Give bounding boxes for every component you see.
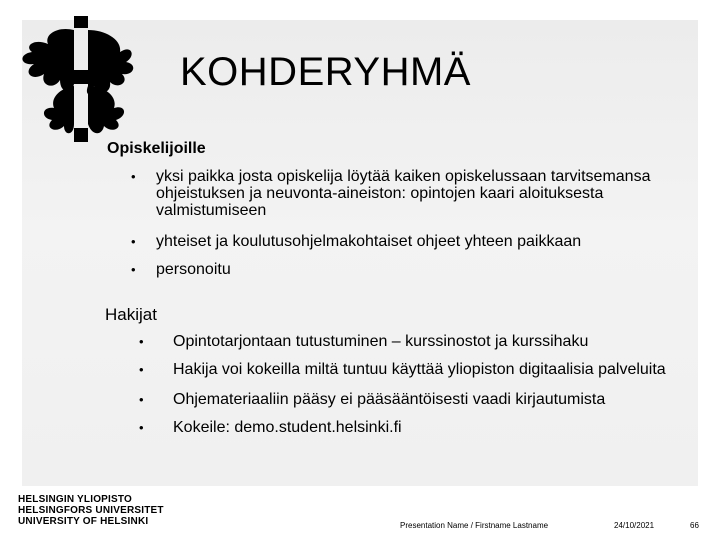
university-name-en: UNIVERSITY OF HELSINKI xyxy=(18,516,149,527)
university-name-sv: HELSINGFORS UNIVERSITET xyxy=(18,505,164,516)
slide-title: KOHDERYHMÄ xyxy=(180,50,471,94)
list-item xyxy=(131,261,686,278)
university-name-block xyxy=(18,494,164,527)
bullet-icon: • xyxy=(131,262,136,277)
list-item-text: yksi paikka josta opiskelija löytää kaiken opiskelussaan tarvitsemansa ohjeistuksen ja neuvonta-aineiston: opintojen kaari aloituksesta valmistumiseen xyxy=(156,168,651,219)
bullet-icon: • xyxy=(139,362,144,377)
list-item-text: yhteiset ja koulutusohjelmakohtaiset ohjeet yhteen paikkaan xyxy=(156,233,582,250)
list-item-text: Hakija voi kokeilla miltä tuntuu käyttää yliopiston digitaalisia palveluita xyxy=(173,361,666,378)
section-heading-applicants: Hakijat xyxy=(105,305,157,324)
section-heading-students: Opiskelijoille xyxy=(107,140,206,157)
list-item xyxy=(139,333,673,350)
list-item-text: Ohjemateriaaliin pääsy ei pääsääntöisesti vaadi kirjautumista xyxy=(173,391,606,408)
list-item xyxy=(131,168,686,219)
helsinki-flame-logo-icon xyxy=(14,16,138,156)
university-name-fi: HELSINGIN YLIOPISTO xyxy=(18,494,133,505)
list-item-text: Kokeile: demo.student.helsinki.fi xyxy=(173,419,402,436)
bullet-icon: • xyxy=(139,420,144,435)
list-item xyxy=(131,233,686,250)
list-item[interactable] xyxy=(139,419,673,436)
students-bullet-list xyxy=(131,168,686,278)
bullet-icon: • xyxy=(131,234,136,249)
bullet-icon: • xyxy=(131,169,136,184)
bullet-icon: • xyxy=(139,392,144,407)
list-item-text: personoitu xyxy=(156,261,231,278)
footer-presentation-name: Presentation Name / Firstname Lastname xyxy=(400,521,549,530)
bullet-icon: • xyxy=(139,334,144,349)
list-item-text: Opintotarjontaan tutustuminen – kurssinostot ja kurssihaku xyxy=(173,333,589,350)
list-item xyxy=(139,391,673,408)
footer-page-number: 66 xyxy=(690,521,699,530)
footer-date: 24/10/2021 xyxy=(614,521,655,530)
list-item xyxy=(139,361,673,378)
applicants-bullet-list xyxy=(139,333,673,436)
